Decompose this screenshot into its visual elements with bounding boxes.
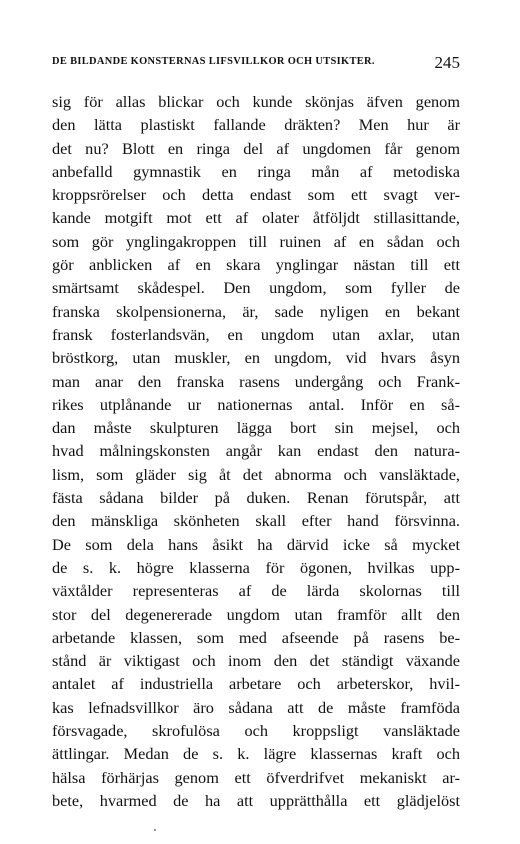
text-line: det nu? Blott en ringa del af ungdomen får genom bbox=[52, 138, 460, 158]
text-line: gör anblicken af en skara ynglingar nästan till ett bbox=[52, 255, 460, 275]
text-line: antalet af industriella arbetare och arbeterskor, hvil- bbox=[52, 674, 460, 694]
text-line: hälsa förhärjas genom ett öfverdrifvet mekaniskt ar- bbox=[52, 767, 460, 787]
page-number: 245 bbox=[434, 53, 460, 72]
text-line: bete, hvarmed de ha att upprätthålla ett glädjelöst bbox=[52, 790, 460, 810]
text-line: man anar den franska rasens undergång och Frank- bbox=[52, 371, 460, 391]
text-line: lism, som gläder sig åt det abnorma och vansläktade, bbox=[52, 464, 460, 484]
text-line: kroppsrörelser och detta endast som ett svagt ver- bbox=[52, 185, 460, 205]
text-line: stånd är viktigast och inom den det ständigt växande bbox=[52, 651, 460, 671]
text-line: fästa sådana bilder på duken. Renan förutspår, att bbox=[52, 488, 460, 508]
text-line: den mänskliga skönheten skall efter hand försvinna. bbox=[52, 511, 460, 531]
text-line: fransk fosterlandsvän, en ungdom utan axlar, utan bbox=[52, 324, 460, 344]
running-head bbox=[52, 54, 460, 74]
text-line: stor del degenererade ungdom utan framför allt den bbox=[52, 604, 460, 624]
running-title: DE BILDANDE KONSTERNAS LIFSVILLKOR OCH UTSIKTER. bbox=[52, 56, 375, 67]
body-text bbox=[52, 90, 460, 812]
text-line: hvad målningskonsten angår kan endast den natura- bbox=[52, 441, 460, 461]
text-line: som gör ynglingakroppen till ruinen af en sådan och bbox=[52, 231, 460, 251]
text-line: anbefalld gymnastik en ringa mån af metodiska bbox=[52, 161, 460, 181]
text-line: De som dela hans åsikt ha därvid icke så mycket bbox=[52, 534, 460, 554]
text-line: rikes utplånande ur nationernas antal. Inför en så- bbox=[52, 394, 460, 414]
text-line: dan måste skulpturen lägga bort sin mejsel, och bbox=[52, 418, 460, 438]
text-line: sig för allas blickar och kunde skönjas äfven genom bbox=[52, 92, 460, 111]
text-line: ättlingar. Medan de s. k. lägre klassernas kraft och bbox=[52, 744, 460, 764]
text-line: kande motgift mot ett af olater åtföljdt stillasittande, bbox=[52, 208, 460, 228]
text-line: franska skolpensionerna, är, sade nyligen en bekant bbox=[52, 301, 460, 321]
text-line: den lätta plastiskt fallande dräkten? Men hur är bbox=[52, 115, 460, 135]
text-line: bröstkorg, utan muskler, en ungdom, vid hvars åsyn bbox=[52, 348, 460, 368]
text-line: de s. k. högre klasserna för ögonen, hvilkas upp- bbox=[52, 557, 460, 577]
text-line: växtålder representeras af de lärda skolornas till bbox=[52, 581, 460, 601]
text-line: försvagade, skrofulösa och kroppsligt vansläktade bbox=[52, 721, 460, 741]
text-line: arbetande klassen, som med afseende på rasens be- bbox=[52, 627, 460, 647]
text-line: smärtsamt skådespel. Den ungdom, som fyller de bbox=[52, 278, 460, 298]
ink-speck bbox=[154, 829, 156, 831]
text-line: kas lefnadsvillkor äro sådana att de måste framföda bbox=[52, 697, 460, 717]
